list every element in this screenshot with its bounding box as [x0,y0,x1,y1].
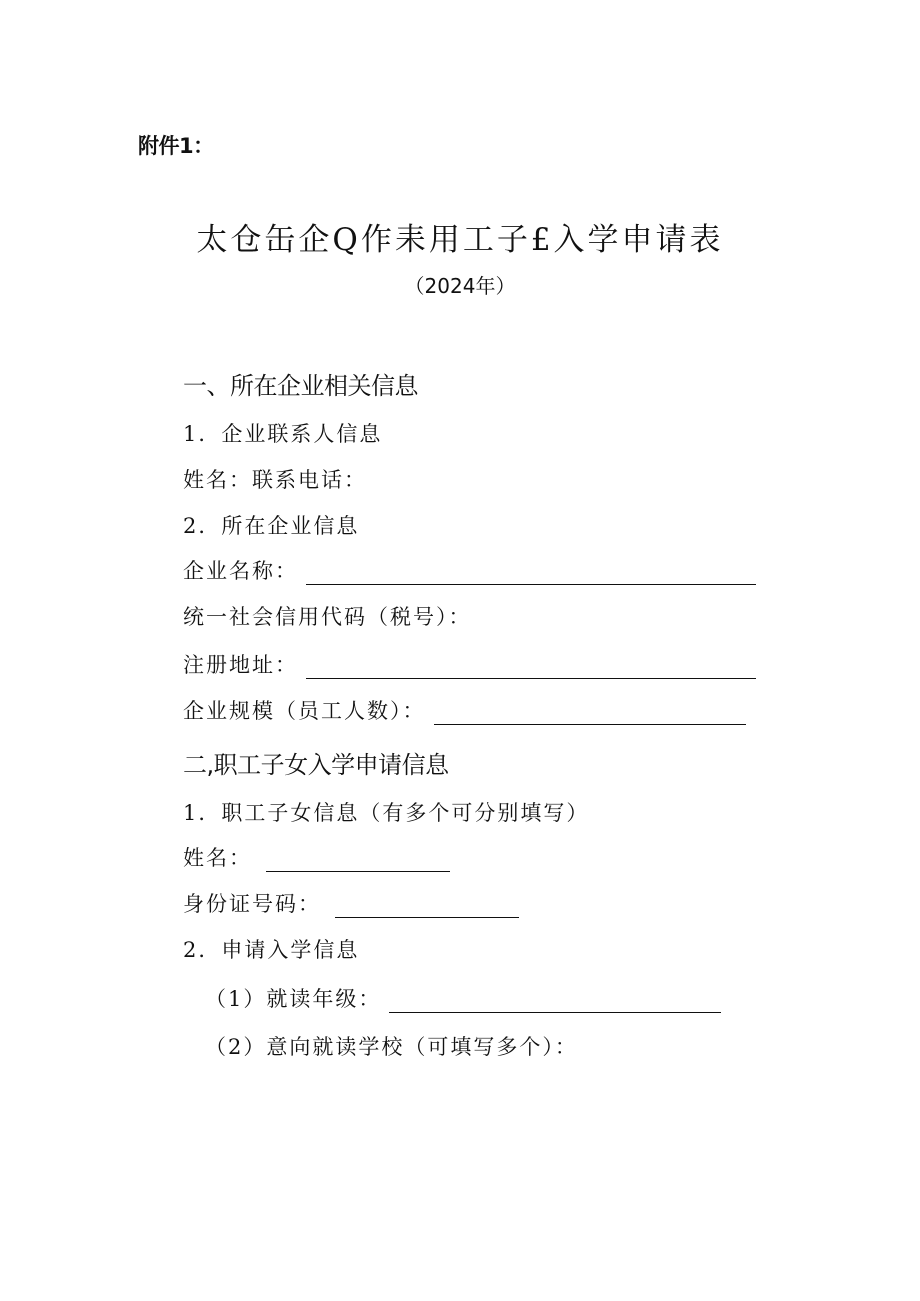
id-number-input-line[interactable] [335,895,519,918]
child-name-label: 姓名： [183,846,252,870]
contact-name-phone-line: 姓名：联系电话： [183,468,367,492]
address-field [183,649,756,679]
scale-field [183,695,746,725]
form-year: （2024年） [404,274,516,298]
grade-field [205,983,721,1013]
company-name-input-line[interactable] [306,562,756,585]
id-number-field [183,888,519,918]
contact-info-subheading: 1．企业联系人信息 [183,422,383,446]
section2-heading: 二,职工子女入学申请信息 [183,751,449,779]
address-label: 注册地址： [183,653,298,677]
child-name-input-line[interactable] [266,849,450,872]
company-name-field [183,555,756,585]
scale-label: 企业规模（员工人数）： [183,699,426,723]
id-number-label: 身份证号码： [183,892,321,916]
grade-label: （1）就读年级： [205,987,382,1011]
credit-code-label: 统一社会信用代码（税号）： [183,605,472,629]
enrollment-subheading: 2．申请入学信息 [183,938,360,962]
child-name-field [183,842,450,872]
section1-heading: 一、所在企业相关信息 [183,372,418,400]
school-label: （2）意向就读学校（可填写多个）： [205,1035,578,1059]
company-info-subheading: 2．所在企业信息 [183,514,360,538]
child-info-subheading: 1．职工子女信息（有多个可分别填写） [183,801,590,825]
scale-input-line[interactable] [434,702,746,725]
grade-input-line[interactable] [389,990,721,1013]
address-input-line[interactable] [306,656,756,679]
attachment-label: 附件1： [138,134,214,158]
form-title: 太仓缶企Q作耒用工子£入学申请表 [196,222,724,258]
company-name-label: 企业名称： [183,559,298,583]
